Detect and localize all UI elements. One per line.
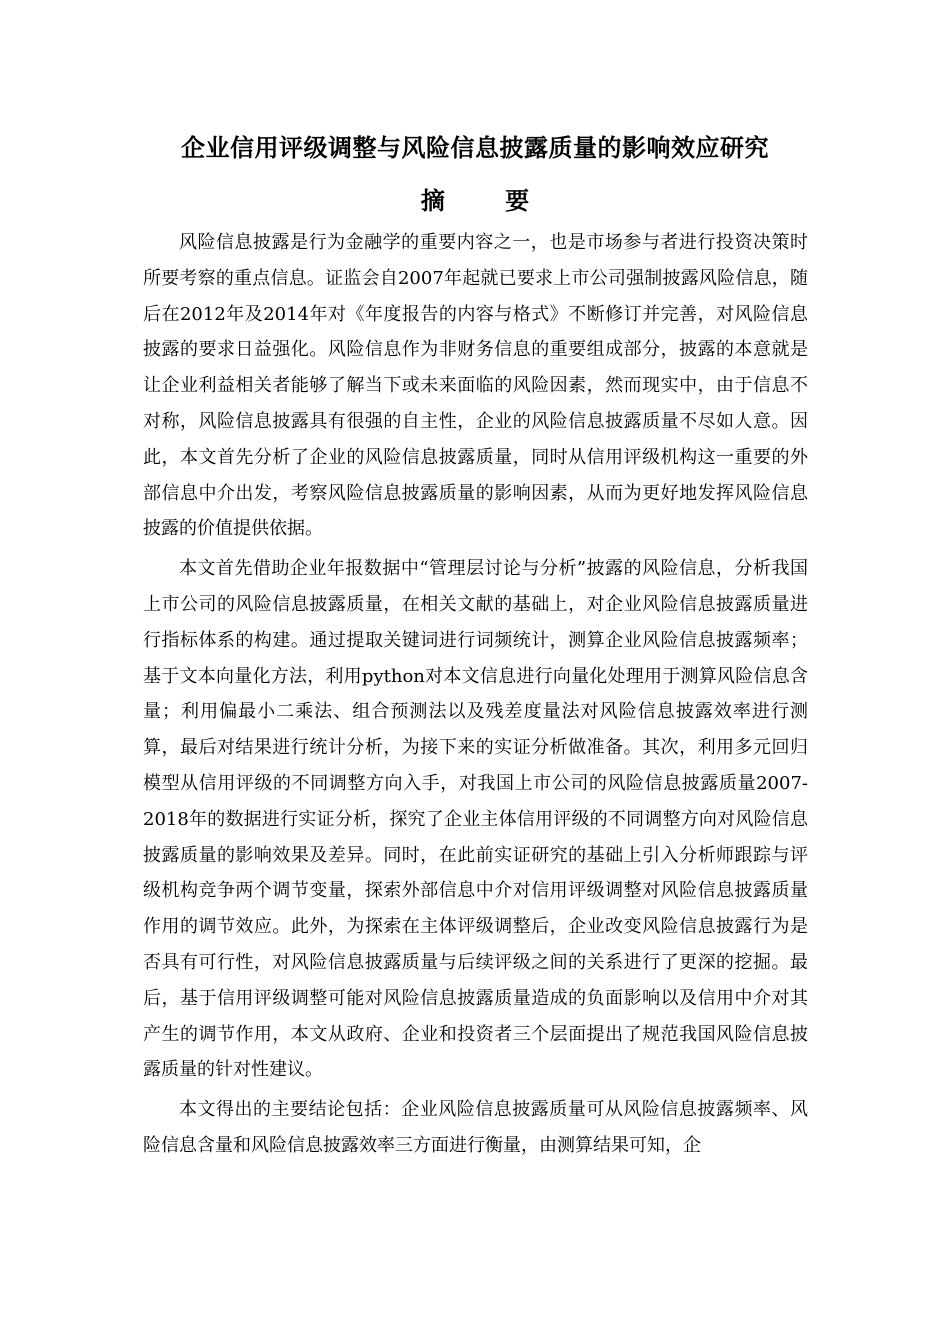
abstract-paragraph-3: 本文得出的主要结论包括：企业风险信息披露质量可从风险信息披露频率、风险信息含量和风险信息披露效率三方面进行衡量，由测算结果可知，企 (143, 1099, 808, 1156)
abstract-heading: 摘 要 (420, 187, 556, 215)
abstract-paragraph-2: 本文首先借助企业年报数据中“管理层讨论与分析”披露的风险信息，分析我国上市公司的风险信息披露质量，在相关文献的基础上，对企业风险信息披露质量进行指标体系的构建。通过提取关键词进行词频统计，测算企业风险信息披露频率；基于文本向量化方法，利用python对本文信息进行向量化处理用于测算风险信息含量；利用偏最小二乘法、组合预测法以及残差度量法对风险信息披露效率进行测算，最后对结果进行统计分析，为接下来的实证分析做准备。其次，利用多元回归模型从信用评级的不同调整方向入手，对我国上市公司的风险信息披露质量2007-2018年的数据进行实证分析，探究了企业主体信用评级的不同调整方向对风险信息披露质量的影响效果及差异。同时，在此前实证研究的基础上引入分析师跟踪与评级机构竞争两个调节变量，探索外部信息中介对信用评级调整对风险信息披露质量作用的调节效应。此外，为探索在主体评级调整后，企业改变风险信息披露行为是否具有可行性，对风险信息披露质量与后续评级之间的关系进行了更深的挖掘。最后，基于信用评级调整可能对风险信息披露质量造成的负面影响以及信用中介对其产生的调节作用，本文从政府、企业和投资者三个层面提出了规范我国风险信息披露质量的针对性建议。 (143, 558, 808, 1081)
abstract-body (143, 225, 808, 1168)
abstract-paragraph-1: 风险信息披露是行为金融学的重要内容之一，也是市场参与者进行投资决策时所要考察的重点信息。证监会自2007年起就已要求上市公司强制披露风险信息，随后在2012年及2014年对《年度报告的内容与格式》不断修订并完善，对风险信息披露的要求日益强化。风险信息作为非财务信息的重要组成部分，披露的本意就是让企业利益相关者能够了解当下或未来面临的风险因素，然而现实中，由于信息不对称，风险信息披露具有很强的自主性，企业的风险信息披露质量不尽如人意。因此，本文首先分析了企业的风险信息披露质量，同时从信用评级机构这一重要的外部信息中介出发，考察风险信息披露质量的影响因素，从而为更好地发挥风险信息披露的价值提供依据。 (143, 232, 808, 540)
document-title: 企业信用评级调整与风险信息披露质量的影响效应研究 (181, 134, 769, 162)
